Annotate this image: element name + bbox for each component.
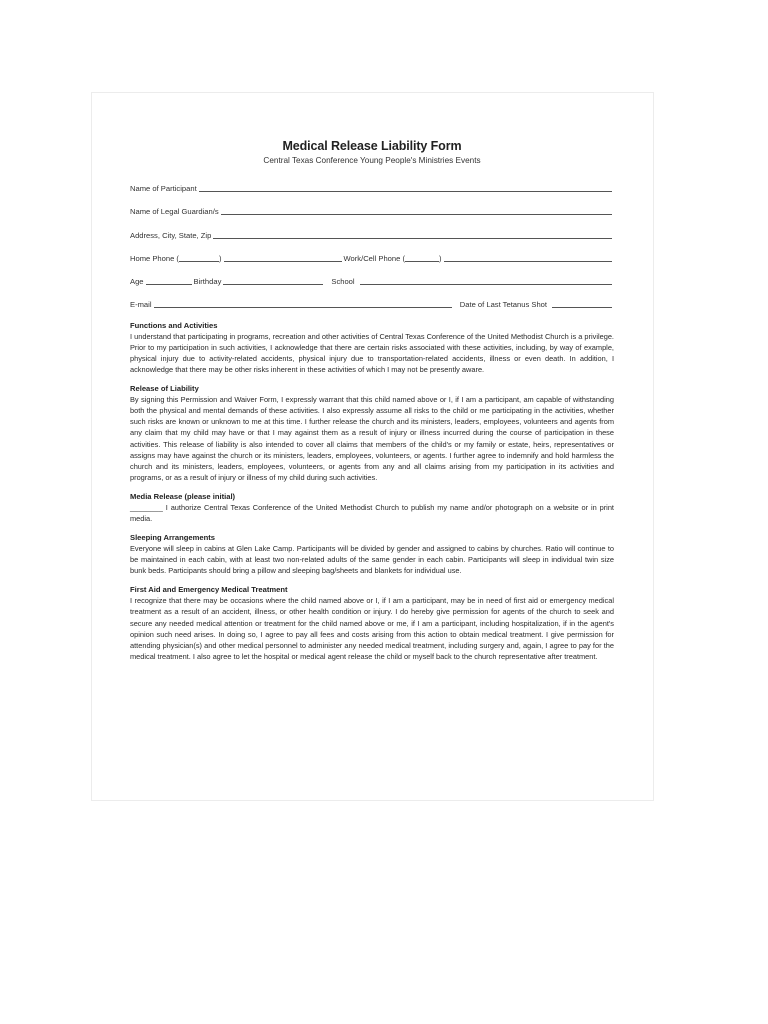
age-field[interactable] <box>146 276 192 285</box>
email-tetanus-row <box>130 297 614 309</box>
form-title: Medical Release Liability Form <box>282 139 462 153</box>
liability-heading: Release of Liability <box>130 384 199 394</box>
functions-body: I understand that participating in programs, recreation and other activities of Central Texas Conference of the United Methodist Church is a privilege. Prior to my participation in such activities, I acknowledge that there are certain risks associated with these activities, including, by way of example, physical injury due to activity-related accidents, physical injury due to transportation-related accidents, illness or even death. In addition, I acknowledge that there may be other risks inherent in these activities of which I may not be presently aware. <box>130 331 614 375</box>
address-row <box>130 228 614 240</box>
participant-name-row <box>130 181 614 193</box>
sleeping-heading: Sleeping Arrangements <box>130 533 215 543</box>
birthday-field[interactable] <box>223 276 323 285</box>
tetanus-date-field[interactable] <box>552 299 612 308</box>
age-birthday-school-row <box>130 274 614 286</box>
participant-name-field[interactable] <box>199 183 612 192</box>
functions-heading: Functions and Activities <box>130 320 218 330</box>
guardian-name-label: Name of Legal Guardian/s <box>130 207 219 217</box>
functions-section <box>130 321 614 375</box>
phone-row <box>130 251 614 263</box>
sleeping-section <box>130 533 614 576</box>
sleeping-body: Everyone will sleep in cabins at Glen Lake Camp. Participants will be divided by gender and assigned to cabins by churches. Ratio will continue to be maintained in each cabin, with at least two non-related adults of the same gender in each cabin. Participants will sleep in individual twin size bunk beds. Participants should bring a pillow and sleeping bag/sheets and blankets for individual use. <box>130 544 614 576</box>
work-phone-area-code-field[interactable] <box>405 253 439 262</box>
liability-body: By signing this Permission and Waiver Form, I expressly warrant that this child named above or I, if I am a participant, am capable of withstanding both the physical and mental demands of these activities. I also expressly assume all risks to the child or me participating in the activities, whether such risks are known or unknown to me at this time. I further release the church and its ministers, leaders, employees, volunteers and agents from any claim that my child may have or that I may against them as a result of injury or illness incurred during the course of participation in these activities. This release of liability is also intended to cover all claims that members of the child's or my family or estate, heirs, representatives or assigns may have against the church or its ministers, leaders, employees, volunteers, or agents. I further agree to indemnify and hold harmless the church and its ministers, leaders, employees, volunteers, or agents from any and all claims arising from my participation in its activities and programs, or as a result of injury or illness of my child during such activities. <box>130 395 614 482</box>
home-phone-field[interactable] <box>224 253 342 262</box>
form-subtitle: Central Texas Conference Young People's Ministries Events <box>263 156 481 165</box>
participant-fields <box>130 181 614 309</box>
first-aid-body: I recognize that there may be occasions where the child named above or I, if I am a participant, may be in need of first aid or emergency medical treatment as a result of an accident, illness, or other health condition or injury. I do hereby give permission for agents of the church to seek and secure any needed medical attention or treatment for the child named above or me, if I am a participant, including hospitalization, if in the agent's opinion such need arises. In doing so, I agree to pay all fees and costs arising from this action to obtain medical treatment. I give permission for attending physician(s) and other medical personnel to administer any needed medical treatment, including surgery and, again, I agree to pay for the medical treatment. I also agree to let the hospital or medical agent release the child or myself back to the church representative after treatment. <box>130 596 614 661</box>
document-page <box>91 92 654 801</box>
guardian-name-row <box>130 204 614 216</box>
school-label: School <box>331 277 355 287</box>
media-release-heading: Media Release (please initial) <box>130 491 236 501</box>
address-label: Address, City, State, Zip <box>130 230 212 240</box>
first-aid-section <box>130 585 614 662</box>
work-phone-label: Work/Cell Phone ( <box>343 253 405 263</box>
work-phone-field[interactable] <box>444 253 612 262</box>
home-phone-paren-close: ) <box>218 253 222 263</box>
form-sections <box>130 321 614 662</box>
work-phone-paren-close: ) <box>438 253 442 263</box>
guardian-name-field[interactable] <box>221 206 612 215</box>
liability-section <box>130 384 614 483</box>
media-release-section <box>130 492 614 524</box>
first-aid-heading: First Aid and Emergency Medical Treatment <box>130 585 288 595</box>
email-label: E-mail <box>130 300 152 310</box>
home-phone-label: Home Phone ( <box>130 253 179 263</box>
home-phone-area-code-field[interactable] <box>179 253 219 262</box>
participant-name-label: Name of Participant <box>130 184 197 193</box>
school-field[interactable] <box>360 276 612 285</box>
form-content <box>130 139 614 671</box>
media-release-body: ________ I authorize Central Texas Conference of the United Methodist Church to publish my name and/or photograph on a website or in print media. <box>130 502 614 523</box>
tetanus-label: Date of Last Tetanus Shot <box>459 300 547 310</box>
email-field[interactable] <box>154 299 452 308</box>
age-label: Age <box>130 277 144 287</box>
birthday-label: Birthday <box>193 277 222 287</box>
address-field[interactable] <box>213 230 612 239</box>
